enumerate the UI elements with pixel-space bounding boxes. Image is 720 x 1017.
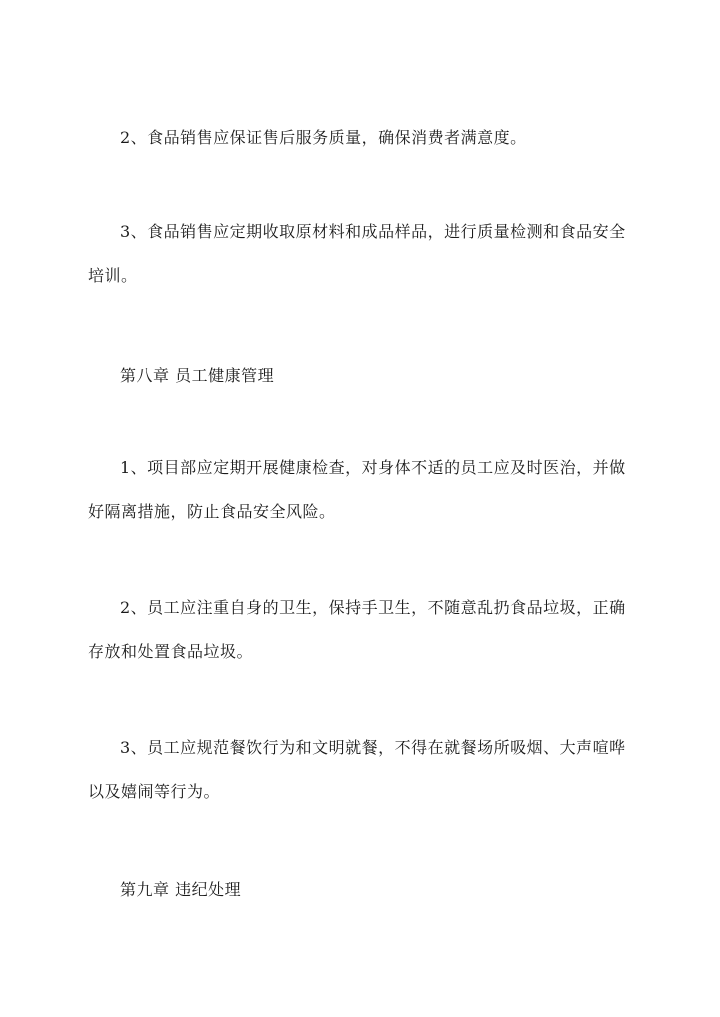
paragraph-dining-conduct: 3、员工应规范餐饮行为和文明就餐，不得在就餐场所吸烟、大声喧哗以及嬉闹等行为。 xyxy=(88,738,626,801)
chapter-8-heading: 第八章 员工健康管理 xyxy=(120,366,275,385)
paragraph-after-sales-service: 2、食品销售应保证售后服务质量，确保消费者满意度。 xyxy=(120,128,527,147)
chapter-9-heading: 第九章 违纪处理 xyxy=(120,880,242,899)
paragraph-personal-hygiene: 2、员工应注重自身的卫生，保持手卫生，不随意乱扔食品垃圾，正确存放和处置食品垃圾。 xyxy=(88,598,626,661)
paragraph-health-check: 1、项目部应定期开展健康检查，对身体不适的员工应及时医治，并做好隔离措施，防止食品安全风险。 xyxy=(88,458,626,521)
paragraph-quality-inspection: 3、食品销售应定期收取原材料和成品样品，进行质量检测和食品安全培训。 xyxy=(88,222,626,285)
